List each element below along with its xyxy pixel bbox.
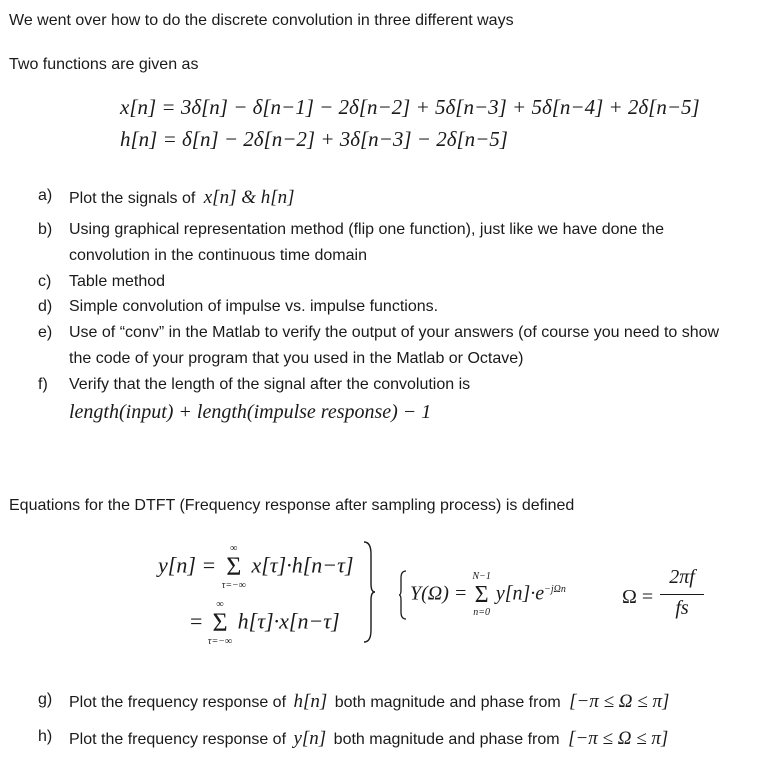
item-g-text-body-2: both magnitude and phase from	[334, 694, 561, 711]
item-e-label: e)	[38, 324, 53, 341]
item-h-text	[69, 728, 668, 750]
item-a-text	[69, 187, 295, 209]
item-g-label: g)	[38, 691, 53, 708]
conv2-sum-upper: ∞	[216, 599, 224, 610]
sum-sigma-icon: Σ	[212, 608, 228, 637]
dtft-eq	[410, 572, 566, 618]
intro-line-2: Two functions are given as	[9, 56, 199, 73]
item-a-math: x[n] & h[n]	[203, 187, 295, 208]
item-a-text-body: Plot the signals of	[69, 190, 196, 207]
sum-sigma-icon: Σ	[226, 552, 242, 581]
conv1-sum	[222, 544, 246, 591]
sum-sigma-icon: Σ	[474, 582, 489, 608]
dtft-lhs: Y(Ω) =	[410, 582, 468, 605]
item-e-text: Use of “conv” in the Matlab to verify the output of your answers (of course you need to show	[69, 324, 720, 341]
item-d-text: Simple convolution of impulse vs. impulse functions.	[69, 298, 439, 315]
item-h-label: h)	[38, 728, 53, 745]
item-g-text	[69, 691, 669, 713]
fraction-bar	[660, 594, 704, 595]
item-h-text-body-2: both magnitude and phase from	[333, 731, 560, 748]
item-h-range: [−π ≤ Ω ≤ π]	[568, 728, 669, 749]
dtft-sum-lower: n=0	[473, 607, 490, 618]
conv1-sum-upper: ∞	[230, 543, 238, 554]
conv1-sum-lower: τ=−∞	[221, 580, 246, 591]
item-g-text-body: Plot the frequency response of	[69, 694, 287, 711]
intro-line-1: We went over how to do the discrete convolution in three different ways	[9, 12, 514, 29]
equation-x: x[n] = 3δ[n] − δ[n−1] − 2δ[n−2] + 5δ[n−3] + 5δ[n−4] + 2δ[n−5]	[120, 95, 700, 119]
conv-eq-2	[190, 600, 340, 647]
conv2-sum-lower: τ=−∞	[207, 636, 233, 647]
item-g-range: [−π ≤ Ω ≤ π]	[569, 691, 670, 712]
conv-eq-1	[158, 544, 354, 591]
item-b-text-2: convolution in the continuous time domain	[69, 247, 367, 264]
dtft-sum-upper: N−1	[472, 571, 491, 582]
conv2-lhs: =	[190, 608, 203, 634]
conv1-lhs: y[n] =	[158, 552, 217, 578]
item-a-label: a)	[38, 187, 53, 204]
item-b-text: Using graphical representation method (flip one function), just like we have done the	[69, 221, 665, 238]
omega-numerator: 2πf	[669, 566, 695, 588]
item-f-text: Verify that the length of the signal after the convolution is	[69, 376, 471, 393]
item-b-label: b)	[38, 221, 53, 238]
item-h-text-body: Plot the frequency response of	[69, 731, 287, 748]
conv1-rhs: x[τ]·h[n−τ]	[251, 552, 354, 578]
dtft-rhs: y[n]·e	[495, 582, 545, 605]
item-c-text: Table method	[69, 273, 166, 290]
omega-denominator: fs	[675, 597, 689, 619]
item-h-signal: y[n]	[293, 728, 327, 749]
dtft-heading: Equations for the DTFT (Frequency response after sampling process) is defined	[9, 497, 575, 514]
right-brace-icon	[362, 540, 376, 644]
omega-lhs: Ω =	[622, 586, 654, 608]
dtft-sum	[472, 572, 490, 618]
dtft-exponent: −jΩn	[544, 583, 566, 595]
equation-h: h[n] = δ[n] − 2δ[n−2] + 3δ[n−3] − 2δ[n−5]	[120, 127, 508, 151]
item-g-signal: h[n]	[293, 691, 328, 712]
item-f-math: length(input) + length(impulse response) − 1	[69, 401, 432, 423]
conv2-rhs: h[τ]·x[n−τ]	[237, 608, 340, 634]
item-e-text-2: the code of your program that you used in the Matlab or Octave)	[69, 350, 524, 367]
conv2-sum	[208, 600, 232, 647]
left-brace-icon	[398, 570, 408, 620]
item-c-label: c)	[38, 273, 52, 290]
item-d-label: d)	[38, 298, 53, 315]
item-f-label: f)	[38, 376, 48, 393]
